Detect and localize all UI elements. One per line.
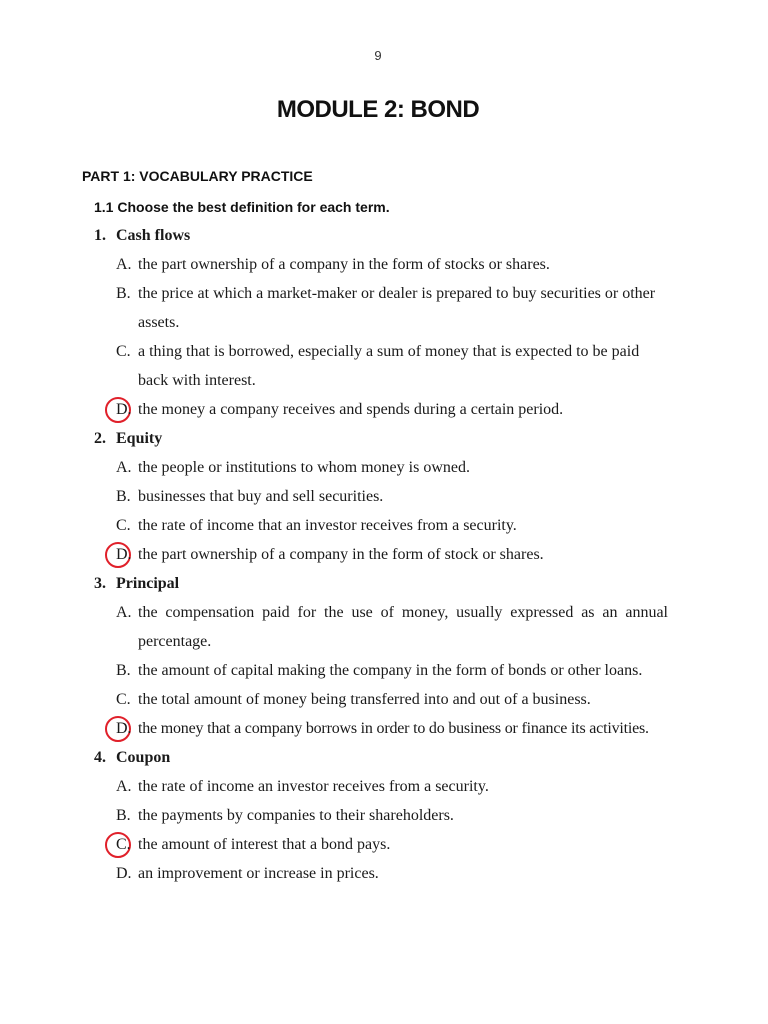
- option-letter: D.: [116, 720, 132, 737]
- question-term: Equity: [116, 430, 163, 447]
- option-letter: C.: [116, 836, 131, 853]
- part-title: PART 1: VOCABULARY PRACTICE: [82, 168, 313, 184]
- option-letter: A.: [116, 604, 132, 621]
- option-letter: C.: [116, 517, 131, 534]
- option-text: the price at which a market-maker or dealer is prepared to buy securities or other assets.: [138, 285, 656, 331]
- option-c: [94, 830, 668, 859]
- option-letter: C.: [116, 691, 131, 708]
- option-d: [94, 540, 668, 569]
- option-b: [94, 279, 668, 337]
- option-text: the money that a company borrows in order to do business or finance its activities.: [138, 720, 649, 737]
- option-text: the amount of capital making the company in the form of bonds or other loans.: [138, 662, 643, 679]
- option-text: the compensation paid for the use of money, usually expressed as an annual percentage.: [138, 604, 668, 650]
- option-text: the total amount of money being transferred into and out of a business.: [138, 691, 591, 708]
- question-2: [94, 424, 674, 569]
- question-number: 3.: [94, 575, 106, 592]
- page-number: 9: [374, 48, 382, 63]
- option-text: an improvement or increase in prices.: [138, 865, 379, 882]
- option-b: [94, 801, 668, 830]
- question-heading: [94, 569, 674, 598]
- option-text: businesses that buy and sell securities.: [138, 488, 384, 505]
- question-number: 2.: [94, 430, 106, 447]
- option-a: [94, 250, 668, 279]
- option-letter: A.: [116, 778, 132, 795]
- option-text: the people or institutions to whom money is owned.: [138, 459, 470, 476]
- question-1: [94, 221, 674, 424]
- option-c: [94, 337, 668, 395]
- option-c: [94, 511, 668, 540]
- option-letter: B.: [116, 662, 131, 679]
- module-title: MODULE 2: BOND: [276, 96, 480, 123]
- question-number: 4.: [94, 749, 106, 766]
- question-term: Coupon: [116, 749, 171, 766]
- option-a: [94, 453, 668, 482]
- question-number: 1.: [94, 227, 106, 244]
- option-b: [94, 482, 668, 511]
- option-d: [94, 859, 668, 888]
- option-letter: A.: [116, 256, 132, 273]
- option-text: the rate of income an investor receives from a security.: [138, 778, 489, 795]
- option-letter: A.: [116, 459, 132, 476]
- option-b: [94, 656, 668, 685]
- question-3: [94, 569, 674, 743]
- option-c: [94, 685, 668, 714]
- option-letter: B.: [116, 807, 131, 824]
- option-d: [94, 395, 668, 424]
- question-heading: [94, 221, 674, 250]
- option-text: the part ownership of a company in the form of stocks or shares.: [138, 256, 550, 273]
- option-a: [94, 598, 668, 656]
- option-text: the part ownership of a company in the form of stock or shares.: [138, 546, 544, 563]
- question-heading: [94, 743, 674, 772]
- question-term: Principal: [116, 575, 180, 592]
- question-4: [94, 743, 674, 888]
- section-title: 1.1 Choose the best definition for each term.: [94, 199, 390, 215]
- option-letter: D.: [116, 401, 132, 418]
- option-d: [94, 714, 668, 743]
- option-letter: B.: [116, 285, 131, 302]
- option-letter: D.: [116, 865, 132, 882]
- question-heading: [94, 424, 674, 453]
- option-text: the amount of interest that a bond pays.: [138, 836, 391, 853]
- option-text: the money a company receives and spends during a certain period.: [138, 401, 564, 418]
- option-letter: B.: [116, 488, 131, 505]
- option-text: a thing that is borrowed, especially a sum of money that is expected to be paid back with interest.: [138, 343, 640, 389]
- question-term: Cash flows: [116, 227, 191, 244]
- option-a: [94, 772, 668, 801]
- option-text: the payments by companies to their shareholders.: [138, 807, 454, 824]
- option-letter: C.: [116, 343, 131, 360]
- option-text: the rate of income that an investor receives from a security.: [138, 517, 517, 534]
- option-letter: D.: [116, 546, 132, 563]
